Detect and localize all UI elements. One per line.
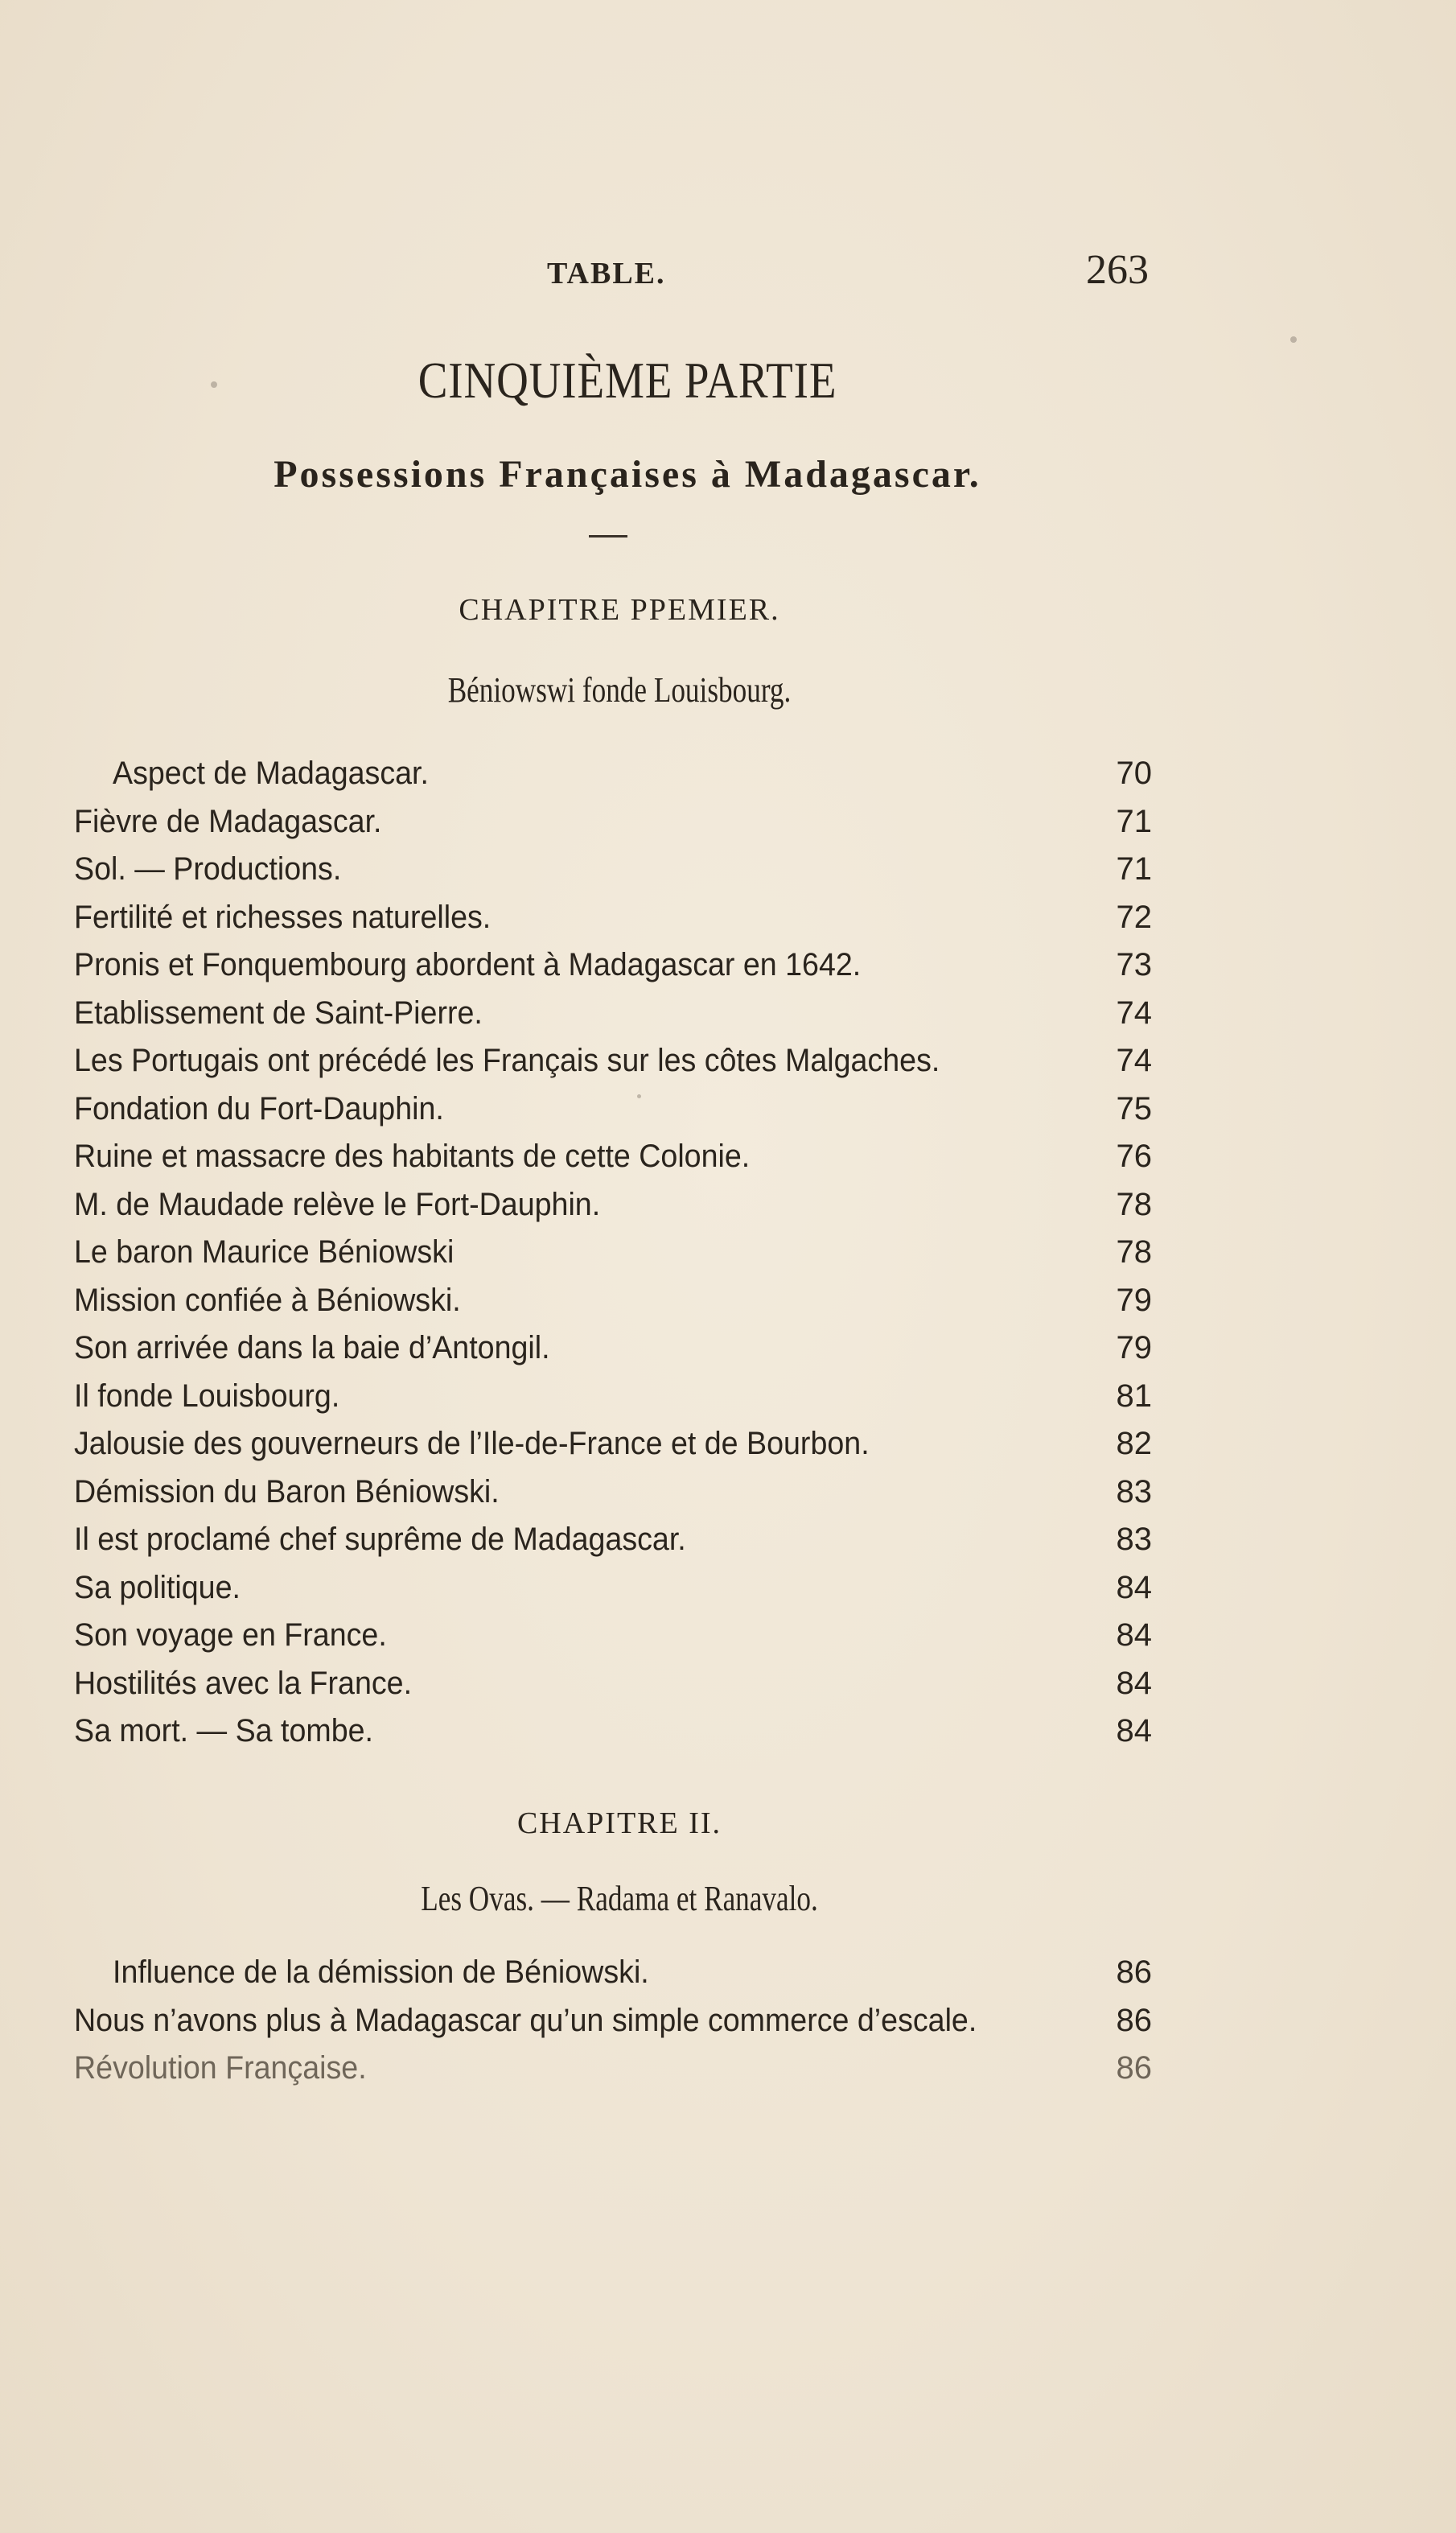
toc-entry-page: 73	[1116, 947, 1152, 982]
toc-entry	[74, 750, 1152, 798]
chapter-title: CHAPITRE II.	[516, 1806, 722, 1840]
toc-entry-text: Il est proclamé chef suprême de Madagascar.	[74, 1522, 686, 1557]
paper-speck	[211, 381, 217, 388]
toc-entry-page: 74	[1116, 1043, 1152, 1078]
toc-entry-text: Il fonde Louisbourg.	[74, 1378, 340, 1414]
toc-entry-text: Etablissement de Saint-Pierre.	[74, 995, 483, 1031]
toc-entry	[74, 1085, 1152, 1134]
toc-list-chapter-2	[74, 1949, 1152, 2093]
toc-entry	[74, 1516, 1152, 1564]
toc-entry-page: 70	[1116, 756, 1152, 791]
toc-entry	[74, 1324, 1152, 1373]
toc-entry-page: 79	[1116, 1330, 1152, 1365]
toc-entry	[74, 1612, 1152, 1660]
toc-entry-page: 83	[1116, 1522, 1152, 1557]
toc-entry	[74, 1229, 1152, 1277]
toc-entry-page: 84	[1116, 1617, 1152, 1653]
toc-entry-text: Influence de la démission de Béniowski.	[113, 1954, 649, 1990]
toc-entry-text: Hostilités avec la France.	[74, 1665, 413, 1701]
paper-speck	[1290, 336, 1297, 343]
toc-entry-page: 72	[1116, 899, 1152, 935]
toc-entry-page: 84	[1116, 1665, 1152, 1701]
toc-entry-text: M. de Maudade relève le Fort-Dauphin.	[74, 1186, 601, 1222]
toc-entry	[74, 1373, 1152, 1421]
part-subtitle: Possessions Françaises à Madagascar.	[274, 453, 981, 496]
toc-entry-text: Les Portugais ont précédé les Français sur les côtes Malgaches.	[74, 1043, 940, 1078]
toc-entry	[74, 1037, 1152, 1085]
toc-entry	[74, 1707, 1152, 1756]
toc-entry-text: Fièvre de Madagascar.	[74, 803, 382, 839]
toc-entry	[74, 1277, 1152, 1325]
chapter-title: CHAPITRE PPEMIER.	[459, 593, 780, 627]
toc-entry	[74, 1133, 1152, 1181]
toc-entry-page: 84	[1116, 1713, 1152, 1748]
toc-entry	[74, 990, 1152, 1038]
chapter-subtitle: Béniowswi fonde Louisbourg.	[447, 670, 792, 710]
toc-entry-page: 86	[1116, 2002, 1152, 2038]
toc-entry-page: 71	[1116, 851, 1152, 887]
toc-entry-page: 84	[1116, 1569, 1152, 1605]
toc-entry-text: Démission du Baron Béniowski.	[74, 1473, 500, 1510]
toc-entry-text: Aspect de Madagascar.	[113, 756, 429, 791]
toc-entry-text: Pronis et Fonquembourg abordent à Madagascar en 1642.	[74, 947, 862, 982]
toc-entry-text: Sa politique.	[74, 1569, 241, 1605]
toc-entry	[74, 1660, 1152, 1708]
toc-entry-page: 86	[1116, 2050, 1152, 2086]
page-number: 263	[1086, 247, 1149, 293]
toc-entry	[74, 1181, 1152, 1229]
toc-entry-text: Sa mort. — Sa tombe.	[74, 1713, 373, 1748]
toc-entry	[74, 798, 1152, 846]
toc-list-chapter-1	[74, 750, 1152, 1756]
toc-entry-page: 83	[1116, 1473, 1152, 1510]
toc-entry-page: 78	[1116, 1234, 1152, 1270]
toc-entry-page: 75	[1116, 1090, 1152, 1126]
toc-entry-text: Sol. — Productions.	[74, 851, 342, 887]
toc-entry-page: 76	[1116, 1139, 1152, 1174]
toc-entry-text: Le baron Maurice Béniowski	[74, 1234, 454, 1270]
toc-entry-text: Jalousie des gouverneurs de l’Ile-de-France et de Bourbon.	[74, 1426, 870, 1461]
toc-entry-text: Ruine et massacre des habitants de cette Colonie.	[74, 1139, 751, 1174]
toc-entry-page: 71	[1116, 803, 1152, 839]
toc-entry-page: 81	[1116, 1378, 1152, 1414]
running-head: TABLE.	[547, 257, 666, 290]
toc-entry	[74, 1997, 1152, 2045]
section-rule	[589, 535, 627, 537]
toc-entry	[74, 941, 1152, 990]
toc-entry-text: Son arrivée dans la baie d’Antongil.	[74, 1330, 550, 1365]
toc-entry-text: Fondation du Fort-Dauphin.	[74, 1090, 444, 1126]
toc-entry-page: 79	[1116, 1282, 1152, 1318]
toc-entry-page: 78	[1116, 1186, 1152, 1222]
toc-entry	[74, 1949, 1152, 1997]
toc-entry	[74, 1468, 1152, 1517]
toc-entry-page: 74	[1116, 995, 1152, 1031]
paper-speck	[637, 1094, 641, 1098]
toc-entry-text: Son voyage en France.	[74, 1617, 387, 1653]
toc-entry-page: 86	[1116, 1954, 1152, 1990]
toc-entry-text: Fertilité et richesses naturelles.	[74, 899, 492, 935]
toc-entry-page: 82	[1116, 1426, 1152, 1461]
toc-entry	[74, 1564, 1152, 1612]
part-title: CINQUIÈME PARTIE	[417, 352, 837, 409]
chapter-subtitle: Les Ovas. — Radama et Ranavalo.	[421, 1879, 818, 1918]
toc-entry-text: Révolution Française.	[74, 2050, 367, 2086]
toc-entry-text: Mission confiée à Béniowski.	[74, 1282, 461, 1318]
toc-entry	[74, 894, 1152, 942]
toc-entry	[74, 1420, 1152, 1468]
toc-entry	[74, 2045, 1152, 2093]
toc-entry	[74, 846, 1152, 894]
toc-entry-text: Nous n’avons plus à Madagascar qu’un simple commerce d’escale.	[74, 2002, 977, 2038]
